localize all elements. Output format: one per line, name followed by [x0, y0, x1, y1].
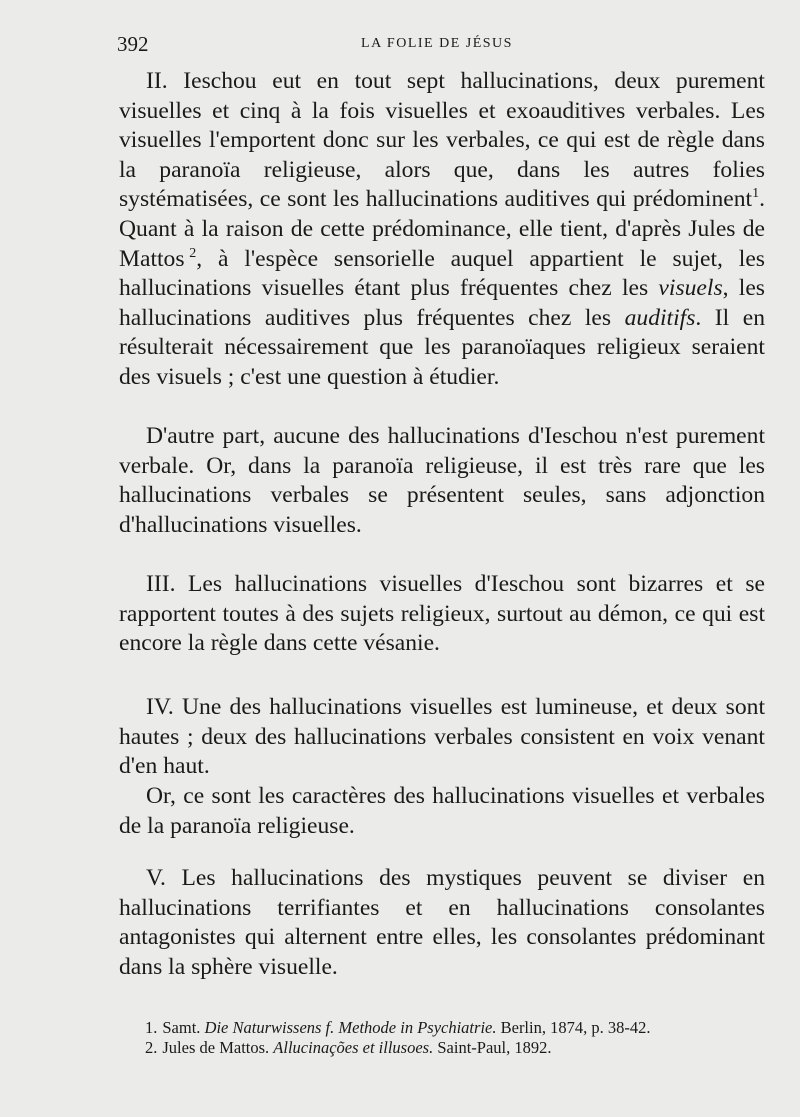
text-run: . Quant à la raison de cette prédominance, elle tient, d'après Jules de Mattos: [119, 186, 765, 272]
text-run: , les hallucinations auditives plus fréquentes chez les: [119, 275, 765, 331]
text-run: Or, ce sont les caractères des hallucinations visuelles et verbales de la paranoïa religieuse.: [119, 783, 765, 839]
footnote-number: 2.: [145, 1038, 158, 1057]
footnote-details: Saint-Paul, 1892.: [437, 1038, 552, 1057]
paragraph-section-4: [119, 693, 765, 782]
footnotes: [145, 1018, 765, 1058]
footnote-details: Berlin, 1874, p. 38-42.: [500, 1018, 651, 1037]
text-run: IV. Une des hallucinations visuelles est lumineuse, et deux sont hautes ; deux des hallucinations verbales consistent en voix venant d'en haut.: [119, 694, 765, 780]
paragraph-section-2: [119, 67, 765, 393]
italic-term-visuels: visuels: [658, 275, 723, 302]
footnote-2: [145, 1038, 765, 1058]
text-run: V. Les hallucinations des mystiques peuvent se diviser en hallucinations terrifiantes et en hallucinations consolantes antagonistes qui alternent entre elles, les consolantes prédominant dans la sphère visuelle.: [119, 865, 765, 980]
page-header: [117, 32, 757, 56]
footnote-ref-2: 2: [189, 245, 197, 261]
footnote-number: 1.: [145, 1018, 158, 1037]
running-title: LA FOLIE DE JÉSUS: [361, 36, 513, 51]
paragraph-section-5: [119, 864, 765, 982]
footnote-author: Samt.: [162, 1018, 201, 1037]
footnote-ref-1: 1: [752, 186, 760, 202]
page-number: 392: [117, 32, 149, 56]
italic-term-auditifs: auditifs: [624, 304, 696, 331]
footnote-1: [145, 1018, 765, 1038]
footnote-title: Die Naturwissens f. Methode in Psychiatrie.: [204, 1018, 497, 1037]
text-run: III. Les hallucinations visuelles d'Ieschou sont bizarres et se rapportent toutes à des sujets religieux, surtout au démon, ce qui est encore la règle dans cette vésanie.: [119, 571, 765, 657]
paragraph-section-2-continued: [119, 422, 765, 540]
paragraph-section-3: [119, 570, 765, 659]
text-run: , à l'espèce sensorielle auquel appartient le sujet, les hallucinations visuelles étant plus fréquentes chez les: [119, 245, 765, 302]
text-run: . Il en résulterait nécessairement que les paranoïaques religieux seraient des visuels ; c'est une question à étudier.: [119, 304, 765, 390]
footnote-author: Jules de Mattos.: [162, 1038, 270, 1057]
paragraph-section-4-continued: [119, 782, 765, 841]
text-run: D'autre part, aucune des hallucinations d'Ieschou n'est purement verbale. Or, dans la paranoïa religieuse, il est très rare que les hallucinations verbales se présentent seules, sans adjonction d'hallucinations visuelles.: [119, 423, 765, 538]
footnote-title: Allucinações et illusoes.: [273, 1038, 434, 1057]
text-run: II. Ieschou eut en tout sept hallucinations, deux purement visuelles et cinq à la fois visuelles et exoauditives verbales. Les visuelles l'emportent donc sur les verbales, ce qui est de règle dans la paranoïa religieuse, alors que, dans les autres folies systématisées, ce sont les hallucinations auditives qui prédominent: [119, 68, 765, 213]
